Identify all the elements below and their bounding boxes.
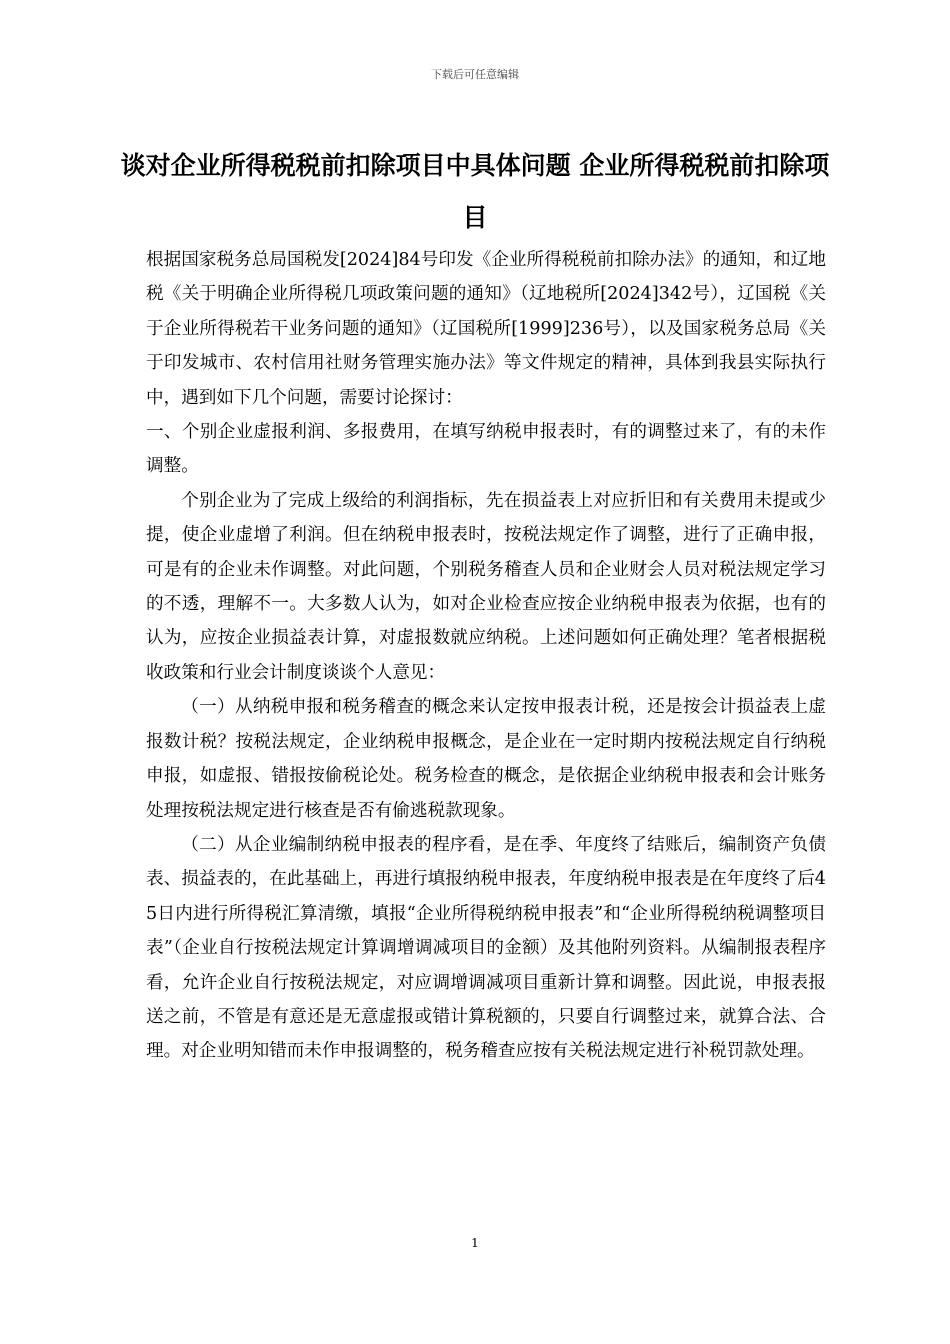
page-number: 1 [471, 1236, 479, 1250]
paragraph-point-1: （一）从纳税申报和税务稽查的概念来认定按申报表计税，还是按会计损益表上虚报数计税？按税法规定，企业纳税申报概念，是企业在一定时期内按税法规定自行纳税申报，如虚报、错报按偷税论处。税务检查的概念，是依据企业纳税申报表和会计账务处理按税法规定进行核查是否有偷逃税款现象。 [146, 697, 826, 821]
document-title: 谈对企业所得税税前扣除项目中具体问题 企业所得税税前扣除项目 [120, 151, 830, 232]
document-body [146, 243, 826, 1069]
paragraph-point-2: （二）从企业编制纳税申报表的程序看，是在季、年度终了结账后，编制资产负债表、损益表的，在此基础上，再进行填报纳税申报表，年度纳税申报表是在年度终了后45日内进行所得税汇算清缴，填报“企业所得税纳税申报表”和“企业所得税纳税调整项目表”（企业自行按税法规定计算调增调减项目的金额）及其他附列资料。从编制报表程序看，允许企业自行按税法规定，对应调增调减项目重新计算和调整。因此说，申报表报送之前，不管是有意还是无意虚报或错计算税额的，只要自行调整过来，就算合法、合理。对企业明知错而未作申报调整的，税务稽查应按有关税法规定进行补税罚款处理。 [146, 834, 826, 1062]
paragraph-intro: 根据国家税务总局国税发[2024]84号印发《企业所得税税前扣除办法》的通知，和辽地税《关于明确企业所得税几项政策问题的通知》（辽地税所[2024]342号），辽国税《关于企业所得税若干业务问题的通知》（辽国税所[1999]236号），以及国家税务总局《关于印发城市、农村信用社财务管理实施办法》等文件规定的精神，具体到我县实际执行中，遇到如下几个问题，需要讨论探讨： [146, 250, 826, 408]
header-note: 下载后可任意编辑 [431, 68, 519, 81]
paragraph-section-heading: 一、个别企业虚报利润、多报费用，在填写纳税申报表时，有的调整过来了，有的未作调整。 [146, 422, 826, 477]
paragraph-problem: 个别企业为了完成上级给的利润指标，先在损益表上对应折旧和有关费用未提或少提，使企业虚增了利润。但在纳税申报表时，按税法规定作了调整，进行了正确申报，可是有的企业未作调整。对此问题，个别税务稽查人员和企业财会人员对税法规定学习的不透，理解不一。大多数人认为，如对企业检查应按企业纳税申报表为依据，也有的认为，应按企业损益表计算，对虚报数就应纳税。上述问题如何正确处理？笔者根据税收政策和行业会计制度谈谈个人意见： [146, 490, 826, 683]
